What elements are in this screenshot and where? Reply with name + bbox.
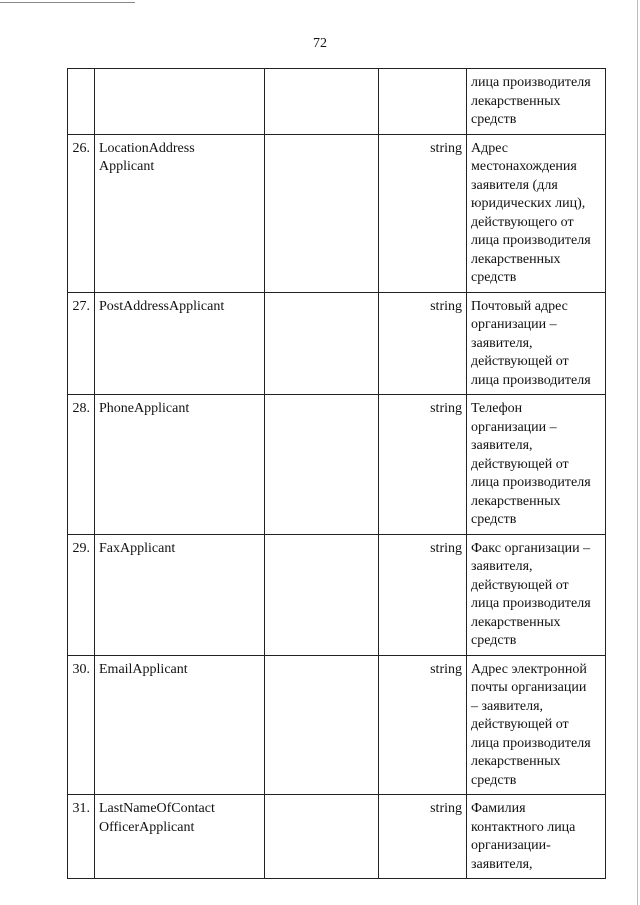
field-description: Адрес местонахождения заявителя (для юридических лиц), действующего от лица производителя лекарственных средств — [467, 134, 606, 292]
row-number: 31. — [68, 795, 95, 879]
blank-cell — [265, 69, 379, 135]
table-row — [68, 134, 606, 292]
field-type: string — [379, 292, 467, 395]
field-description: Адрес электронной почты организации – заявителя, действующей от лица производителя лекарственных средств — [467, 655, 606, 795]
table-row — [68, 292, 606, 395]
row-number: 29. — [68, 534, 95, 655]
row-number — [68, 69, 95, 135]
field-name: EmailApplicant — [95, 655, 265, 795]
table-row — [68, 795, 606, 879]
row-number: 30. — [68, 655, 95, 795]
field-description: Почтовый адрес организации – заявителя, действующей от лица производителя — [467, 292, 606, 395]
field-type: string — [379, 134, 467, 292]
blank-cell — [265, 134, 379, 292]
field-name: PostAddressApplicant — [95, 292, 265, 395]
field-description: Факс организации – заявителя, действующей от лица производителя лекарственных средств — [467, 534, 606, 655]
spec-table — [67, 68, 606, 879]
blank-cell — [265, 534, 379, 655]
field-description: Телефон организации – заявителя, действующей от лица производителя лекарственных средств — [467, 395, 606, 535]
field-type — [379, 69, 467, 135]
blank-cell — [265, 292, 379, 395]
blank-cell — [265, 795, 379, 879]
table-row — [68, 534, 606, 655]
table-row — [68, 395, 606, 535]
scan-edge-right — [637, 0, 638, 905]
row-number: 27. — [68, 292, 95, 395]
blank-cell — [265, 395, 379, 535]
field-name: PhoneApplicant — [95, 395, 265, 535]
field-type: string — [379, 655, 467, 795]
field-name: FaxApplicant — [95, 534, 265, 655]
field-name: LastNameOfContact OfficerApplicant — [95, 795, 265, 879]
row-number: 28. — [68, 395, 95, 535]
field-name — [95, 69, 265, 135]
field-type: string — [379, 395, 467, 535]
table-row — [68, 655, 606, 795]
blank-cell — [265, 655, 379, 795]
row-number: 26. — [68, 134, 95, 292]
field-name: LocationAddress Applicant — [95, 134, 265, 292]
field-description: лица производителя лекарственных средств — [467, 69, 606, 135]
field-description: Фамилия контактного лица организации- заявителя, — [467, 795, 606, 879]
scan-edge-top — [0, 2, 135, 3]
table-row — [68, 69, 606, 135]
page-number: 72 — [313, 36, 327, 51]
field-type: string — [379, 795, 467, 879]
field-type: string — [379, 534, 467, 655]
